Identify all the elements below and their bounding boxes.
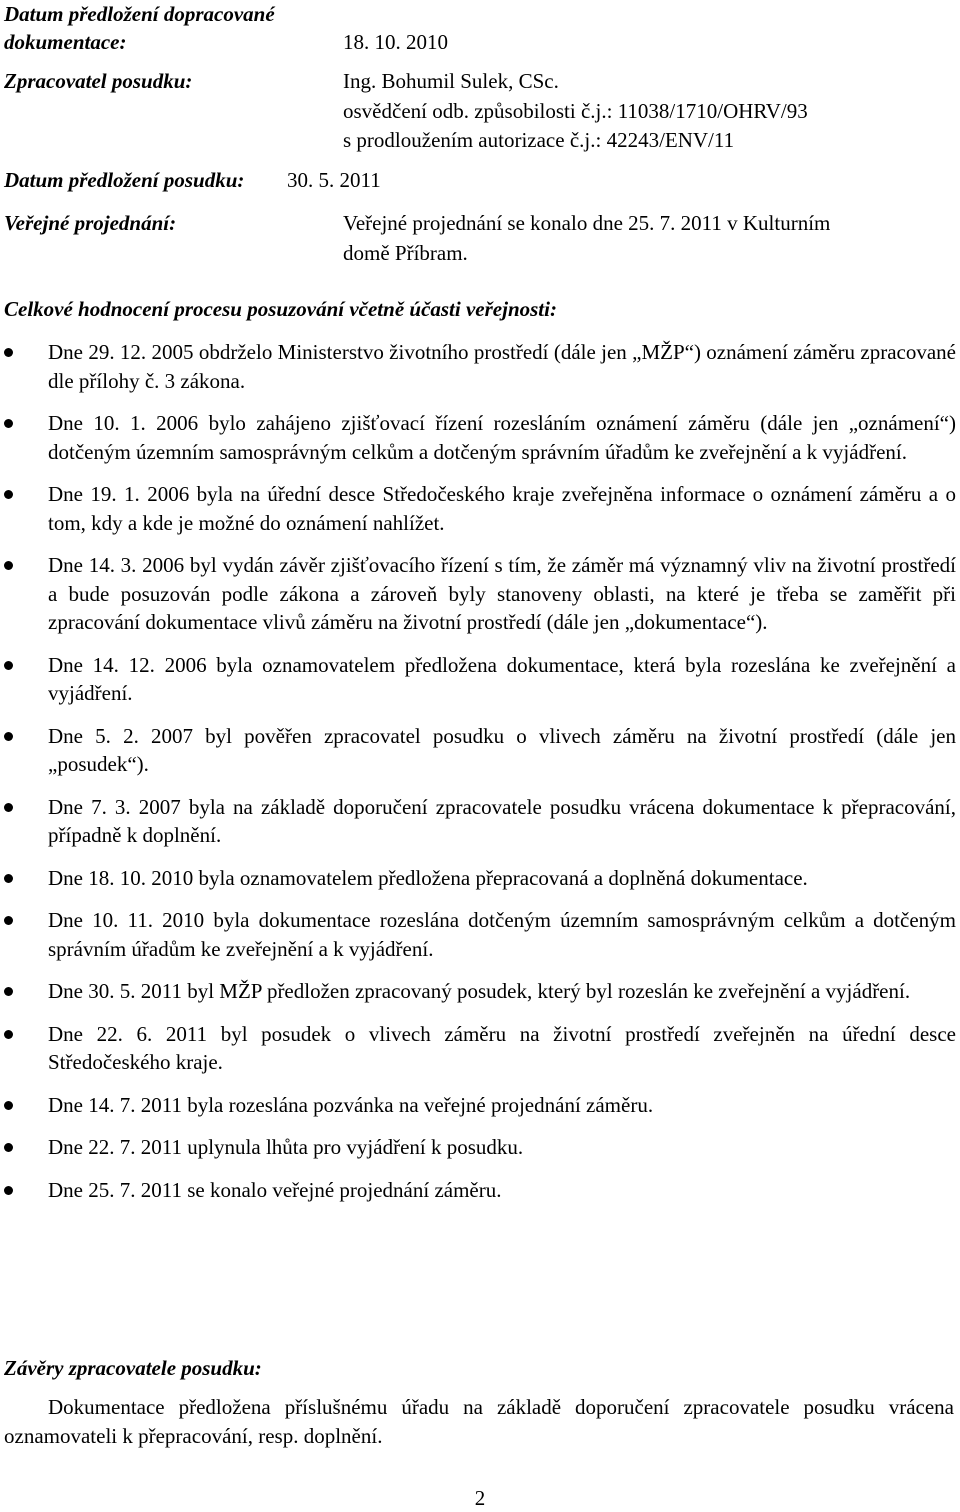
doc-submission-label-line2: dokumentace: [4, 30, 127, 54]
review-submission-label: Datum předložení posudku: [4, 168, 245, 192]
evaluation-heading: Celkové hodnocení procesu posuzování včetně účasti veřejnosti: [4, 297, 557, 321]
bullet-icon [4, 561, 13, 570]
processor-name: Ing. Bohumil Sulek, CSc. [343, 69, 559, 93]
list-item [0, 1020, 960, 1077]
list-item [0, 1176, 960, 1205]
list-item [0, 409, 960, 466]
public-hearing-line1: Veřejné projednání se konalo dne 25. 7. 2011 v Kulturním [343, 211, 831, 235]
list-item-text: Dne 25. 7. 2011 se konalo veřejné projednání záměru. [48, 1177, 502, 1202]
doc-submission-label-line1: Datum předložení dopracované [4, 2, 275, 26]
list-item [0, 906, 960, 963]
bullet-icon [4, 1143, 13, 1152]
bullet-icon [4, 490, 13, 499]
list-item [0, 793, 960, 850]
list-item-text: Dne 22. 6. 2011 byl posudek o vlivech záměru na životní prostředí zveřejněn na úřední desce Středočeského kraje. [48, 1021, 956, 1074]
list-item-text: Dne 10. 11. 2010 byla dokumentace rozeslána dotčeným územním samosprávným celkům a dotčeným správním úřadům ke zveřejnění a k vyjádření. [48, 908, 956, 961]
list-item [0, 864, 960, 893]
list-item-text: Dne 18. 10. 2010 byla oznamovatelem předložena přepracovaná a doplněná dokumentace. [48, 865, 808, 890]
processor-certificate: osvědčení odb. způsobilosti č.j.: 11038/1710/OHRV/93 [343, 99, 808, 123]
list-item-text: Dne 30. 5. 2011 byl MŽP předložen zpracovaný posudek, který byl rozeslán ke zveřejnění a vyjádření. [48, 979, 911, 1003]
page-number: 2 [474, 1486, 486, 1510]
list-item [0, 977, 960, 1006]
processor-label: Zpracovatel posudku: [4, 69, 193, 93]
bullet-icon [4, 661, 13, 670]
public-hearing-label: Veřejné projednání: [4, 211, 177, 235]
list-item [0, 480, 960, 537]
list-item-text: Dne 14. 12. 2006 byla oznamovatelem předložena dokumentace, která byla rozeslána ke zveřejnění a vyjádření. [48, 652, 956, 705]
list-item [0, 722, 960, 779]
bullet-icon [4, 1101, 13, 1110]
bullet-icon [4, 1030, 13, 1039]
bullet-icon [4, 348, 13, 357]
bullet-icon [4, 803, 13, 812]
list-item [0, 1091, 960, 1120]
list-item [0, 651, 960, 708]
conclusions-text: Dokumentace předložena příslušnému úřadu na základě doporučení zpracovatele posudku vrácena oznamovateli k přepracování, resp. doplnění. [4, 1395, 954, 1448]
bullet-icon [4, 916, 13, 925]
list-item [0, 338, 960, 395]
conclusions-heading: Závěry zpracovatele posudku: [4, 1356, 262, 1380]
list-item [0, 551, 960, 637]
list-item-text: Dne 19. 1. 2006 byla na úřední desce Středočeského kraje zveřejněna informace o oznámení záměru a o tom, kdy a kde je možné do oznámení nahlížet. [48, 482, 956, 535]
list-item-text: Dne 14. 7. 2011 byla rozeslána pozvánka na veřejné projednání záměru. [48, 1092, 654, 1117]
list-item [0, 1133, 960, 1162]
list-item-text: Dne 29. 12. 2005 obdrželo Ministerstvo životního prostředí (dále jen „MŽP“) oznámení záměru zpracované dle přílohy č. 3 zákona. [48, 340, 956, 393]
list-item-text: Dne 10. 1. 2006 bylo zahájeno zjišťovací řízení rozesláním oznámení záměru (dále jen „oznámení“) dotčeným územním samosprávným celkům a dotčeným správním úřadům ke zveřejnění a k vyjádření. [48, 411, 956, 464]
bullet-icon [4, 419, 13, 428]
evaluation-timeline [0, 338, 960, 1218]
bullet-icon [4, 732, 13, 741]
processor-authorization: s prodloužením autorizace č.j.: 42243/ENV/11 [343, 128, 735, 152]
bullet-icon [4, 987, 13, 996]
doc-submission-value: 18. 10. 2010 [343, 30, 448, 54]
list-item-text: Dne 14. 3. 2006 byl vydán závěr zjišťovacího řízení s tím, že záměr má významný vliv na životní prostředí a bude posuzován podle zákona a zároveň byly stanoveny oblasti, na které je třeba se zaměřit při zpracování dokumentace vlivů záměru na životní prostředí (dále jen „dokumentace“). [48, 553, 956, 634]
list-item-text: Dne 5. 2. 2007 byl pověřen zpracovatel posudku o vlivech záměru na životní prostředí (dále jen „posudek“). [48, 723, 956, 776]
bullet-icon [4, 1186, 13, 1195]
review-submission-value: 30. 5. 2011 [287, 168, 381, 192]
public-hearing-line2: domě Příbram. [343, 241, 468, 265]
list-item-text: Dne 22. 7. 2011 uplynula lhůta pro vyjádření k posudku. [48, 1135, 524, 1159]
list-item-text: Dne 7. 3. 2007 byla na základě doporučení zpracovatele posudku vrácena dokumentace k přepracování, případně k doplnění. [48, 794, 956, 847]
bullet-icon [4, 874, 13, 883]
